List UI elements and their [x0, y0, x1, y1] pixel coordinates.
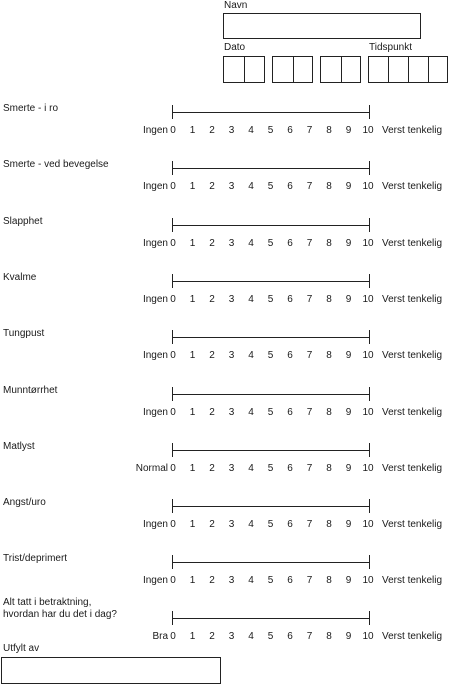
scale-number[interactable]: 0 [170, 238, 176, 249]
scale-start-tick [172, 274, 173, 288]
scale-number[interactable]: 1 [189, 181, 196, 192]
scale-number[interactable]: 1 [189, 407, 196, 418]
scale-start-tick [172, 499, 173, 513]
date-year-field[interactable] [320, 56, 361, 83]
scale-line[interactable] [172, 112, 370, 113]
scale-number[interactable]: 6 [287, 407, 293, 418]
scale-end-tick [369, 555, 370, 569]
scale-number[interactable]: 3 [228, 463, 235, 474]
scale-number[interactable]: 10 [362, 125, 374, 136]
scale-line[interactable] [172, 618, 370, 619]
scale-right-anchor: Verst tenkelig [382, 238, 443, 249]
scale-right-anchor: Verst tenkelig [382, 350, 443, 361]
scale-number[interactable]: 3 [228, 350, 235, 361]
scale-end-tick [369, 330, 370, 344]
filled-by-field[interactable] [1, 657, 221, 684]
scale-number[interactable]: 2 [209, 294, 215, 305]
scale-number[interactable]: 2 [209, 125, 215, 136]
date-day-field[interactable] [223, 56, 265, 83]
scale-number[interactable]: 8 [326, 463, 332, 474]
name-field[interactable] [223, 13, 421, 39]
scale-number[interactable]: 5 [267, 519, 274, 530]
scale-number[interactable]: 1 [189, 238, 196, 249]
scale-number[interactable]: 9 [345, 350, 352, 361]
scale-start-tick [172, 555, 173, 569]
question-label: Slapphet [3, 216, 43, 227]
scale-number[interactable]: 3 [228, 238, 235, 249]
scale-number[interactable]: 10 [362, 631, 374, 642]
scale-number[interactable]: 7 [306, 519, 313, 530]
question-label: Angst/uro [3, 497, 46, 508]
scale-left-anchor: Bra [152, 631, 168, 642]
scale-right-anchor: Verst tenkelig [382, 519, 443, 530]
scale-number[interactable]: 10 [362, 463, 374, 474]
scale-number[interactable]: 0 [170, 350, 176, 361]
scale-number[interactable]: 3 [228, 575, 235, 586]
scale-number[interactable]: 9 [345, 575, 352, 586]
scale-number[interactable]: 7 [306, 125, 313, 136]
scale-number[interactable]: 4 [248, 238, 254, 249]
scale-number[interactable]: 0 [170, 519, 176, 530]
scale-number[interactable]: 5 [267, 407, 274, 418]
scale-number[interactable]: 4 [248, 294, 254, 305]
scale-number[interactable]: 0 [170, 407, 176, 418]
scale-number[interactable]: 10 [362, 294, 374, 305]
scale-number[interactable]: 8 [326, 631, 332, 642]
scale-number[interactable]: 7 [306, 407, 313, 418]
scale-number[interactable]: 10 [362, 238, 374, 249]
scale-right-anchor: Verst tenkelig [382, 407, 443, 418]
scale-number[interactable]: 0 [170, 125, 176, 136]
scale-number[interactable]: 6 [287, 125, 293, 136]
scale-number[interactable]: 2 [209, 631, 215, 642]
scale-start-tick [172, 218, 173, 232]
scale-number[interactable]: 5 [267, 463, 274, 474]
scale-number[interactable]: 10 [362, 407, 374, 418]
scale-left-anchor: Normal [135, 463, 168, 474]
scale-start-tick [172, 105, 173, 119]
scale-number[interactable]: 1 [189, 294, 196, 305]
scale-number[interactable]: 0 [170, 294, 176, 305]
scale-number[interactable]: 7 [306, 575, 313, 586]
question-label: Matlyst [3, 441, 35, 452]
scale-number[interactable]: 4 [248, 631, 254, 642]
scale-start-tick [172, 611, 173, 625]
question-label: hvordan har du det i dag? [3, 609, 117, 620]
scale-number[interactable]: 8 [326, 181, 332, 192]
scale-number[interactable]: 7 [306, 294, 313, 305]
scale-number[interactable]: 9 [345, 294, 352, 305]
scale-right-anchor: Verst tenkelig [382, 631, 443, 642]
scale-number[interactable]: 0 [170, 631, 176, 642]
scale-number[interactable]: 5 [267, 631, 274, 642]
scale-number[interactable]: 5 [267, 294, 274, 305]
scale-left-anchor: Ingen [142, 575, 168, 586]
scale-number[interactable]: 10 [362, 519, 374, 530]
scale-end-tick [369, 611, 370, 625]
scale-number[interactable]: 2 [209, 519, 215, 530]
question-label: Trist/deprimert [3, 553, 68, 564]
scale-number[interactable]: 4 [248, 407, 254, 418]
scale-left-anchor: Ingen [142, 407, 168, 418]
scale-number[interactable]: 4 [248, 463, 254, 474]
scale-number[interactable]: 3 [228, 407, 235, 418]
scale-number[interactable]: 7 [306, 238, 313, 249]
scale-right-anchor: Verst tenkelig [382, 125, 443, 136]
scale-number[interactable]: 10 [362, 350, 374, 361]
scale-number[interactable]: 1 [189, 125, 196, 136]
scale-number[interactable]: 1 [189, 631, 196, 642]
scale-number[interactable]: 4 [248, 181, 254, 192]
scale-end-tick [369, 387, 370, 401]
scale-number[interactable]: 3 [228, 631, 235, 642]
scale-number[interactable]: 5 [267, 238, 274, 249]
scale-number[interactable]: 4 [248, 519, 254, 530]
scale-number[interactable]: 6 [287, 631, 293, 642]
scale-number[interactable]: 4 [248, 125, 254, 136]
scale-left-anchor: Ingen [142, 125, 168, 136]
scale-line[interactable] [172, 450, 370, 451]
scale-number[interactable]: 8 [326, 125, 332, 136]
question-label: Smerte - ved bevegelse [3, 159, 109, 170]
scale-number[interactable]: 2 [209, 238, 215, 249]
scale-number[interactable]: 9 [345, 519, 352, 530]
scale-number[interactable]: 1 [189, 519, 196, 530]
scale-left-anchor: Ingen [142, 238, 168, 249]
scale-end-tick [369, 274, 370, 288]
scale-number[interactable]: 1 [189, 575, 196, 586]
scale-number[interactable]: 9 [345, 238, 352, 249]
scale-line[interactable] [172, 562, 370, 563]
scale-line[interactable] [172, 281, 370, 282]
scale-number[interactable]: 3 [228, 294, 235, 305]
scale-left-anchor: Ingen [142, 294, 168, 305]
scale-number[interactable]: 5 [267, 181, 274, 192]
scale-start-tick [172, 330, 173, 344]
date-month-field[interactable] [272, 56, 313, 83]
scale-line[interactable] [172, 168, 370, 169]
scale-number[interactable]: 0 [170, 181, 176, 192]
scale-right-anchor: Verst tenkelig [382, 181, 443, 192]
scale-start-tick [172, 387, 173, 401]
scale-number[interactable]: 2 [209, 350, 215, 361]
scale-right-anchor: Verst tenkelig [382, 463, 443, 474]
scale-right-anchor: Verst tenkelig [382, 294, 443, 305]
scale-line[interactable] [172, 337, 370, 338]
scale-start-tick [172, 161, 173, 175]
scale-number[interactable]: 8 [326, 238, 332, 249]
scale-number[interactable]: 1 [189, 350, 196, 361]
scale-number[interactable]: 3 [228, 519, 235, 530]
scale-number[interactable]: 8 [326, 350, 332, 361]
scale-number[interactable]: 0 [170, 575, 176, 586]
scale-number[interactable]: 3 [228, 181, 235, 192]
scale-number[interactable]: 2 [209, 463, 215, 474]
scale-line[interactable] [172, 225, 370, 226]
scale-number[interactable]: 6 [287, 238, 293, 249]
scale-number[interactable]: 5 [267, 575, 274, 586]
scale-number[interactable]: 6 [287, 350, 293, 361]
scale-number[interactable]: 7 [306, 463, 313, 474]
scale-number[interactable]: 4 [248, 350, 254, 361]
question-label: Alt tatt i betraktning, [3, 597, 92, 608]
scale-number[interactable]: 2 [209, 575, 215, 586]
scale-end-tick [369, 218, 370, 232]
scale-number[interactable]: 8 [326, 294, 332, 305]
scale-number[interactable]: 8 [326, 519, 332, 530]
scale-number[interactable]: 9 [345, 125, 352, 136]
scale-number[interactable]: 4 [248, 575, 254, 586]
scale-left-anchor: Ingen [142, 519, 168, 530]
scale-number[interactable]: 6 [287, 575, 293, 586]
scale-number[interactable]: 5 [267, 350, 274, 361]
scale-line[interactable] [172, 394, 370, 395]
time-label: Tidspunkt [369, 42, 412, 53]
scale-number[interactable]: 0 [170, 463, 176, 474]
scale-number[interactable]: 9 [345, 631, 352, 642]
scale-start-tick [172, 443, 173, 457]
question-label: Smerte - i ro [3, 103, 59, 114]
scale-line[interactable] [172, 506, 370, 507]
scale-number[interactable]: 6 [287, 519, 293, 530]
scale-left-anchor: Ingen [142, 350, 168, 361]
scale-number[interactable]: 5 [267, 125, 274, 136]
scale-number[interactable]: 2 [209, 181, 215, 192]
scale-number[interactable]: 6 [287, 463, 293, 474]
scale-number[interactable]: 7 [306, 631, 313, 642]
scale-number[interactable]: 8 [326, 407, 332, 418]
scale-number[interactable]: 2 [209, 407, 215, 418]
scale-number[interactable]: 7 [306, 350, 313, 361]
scale-number[interactable]: 8 [326, 575, 332, 586]
question-label: Kvalme [3, 272, 37, 283]
scale-number[interactable]: 7 [306, 181, 313, 192]
scale-number[interactable]: 1 [189, 463, 196, 474]
filled-by-label: Utfylt av [3, 643, 40, 654]
scale-number[interactable]: 10 [362, 575, 374, 586]
scale-end-tick [369, 443, 370, 457]
scale-number[interactable]: 9 [345, 181, 352, 192]
time-field[interactable] [368, 56, 448, 83]
scale-left-anchor: Ingen [142, 181, 168, 192]
scale-end-tick [369, 161, 370, 175]
name-label: Navn [224, 0, 248, 11]
scale-number[interactable]: 10 [362, 181, 374, 192]
scale-number[interactable]: 3 [228, 125, 235, 136]
scale-right-anchor: Verst tenkelig [382, 575, 443, 586]
question-label: Munntørrhet [3, 385, 58, 396]
scale-number[interactable]: 9 [345, 407, 352, 418]
scale-end-tick [369, 105, 370, 119]
scale-number[interactable]: 6 [287, 294, 293, 305]
scale-number[interactable]: 6 [287, 181, 293, 192]
date-label: Dato [224, 42, 246, 53]
question-label: Tungpust [3, 328, 45, 339]
scale-number[interactable]: 9 [345, 463, 352, 474]
scale-end-tick [369, 499, 370, 513]
